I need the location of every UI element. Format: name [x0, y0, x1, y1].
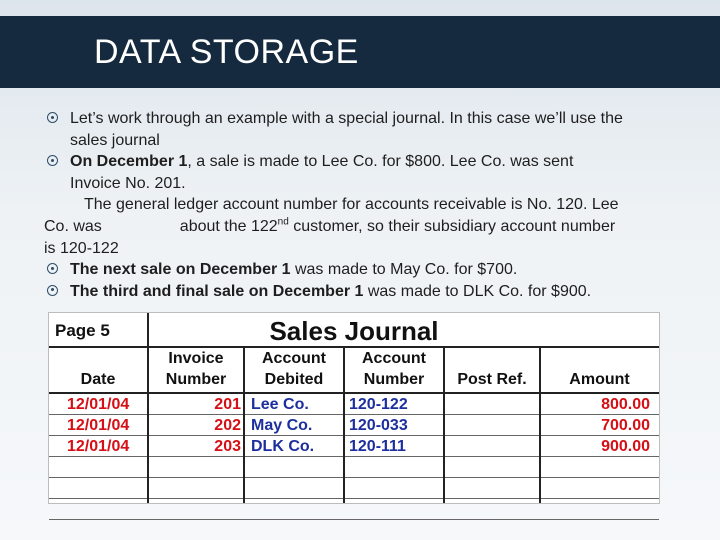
header-amount-label: Amount [569, 371, 630, 388]
cell-date: 12/01/04 [67, 396, 130, 413]
col-divider [343, 348, 345, 503]
cell-post-ref [445, 478, 539, 499]
cell-invoice [149, 457, 241, 478]
table-row [49, 478, 659, 499]
cell-amount [541, 457, 650, 478]
cell-post-ref [445, 457, 539, 478]
header-invoice-line1: Invoice [168, 350, 224, 367]
col-header-post-ref [445, 348, 541, 392]
paragraph-line3: is 120-122 [44, 239, 119, 257]
col-divider [443, 348, 445, 503]
header-post-ref-label: Post Ref. [457, 371, 527, 388]
bullet-2-rest: , a sale is made to Lee Co. for $800. Lee Co. was sent [187, 153, 574, 171]
cell-date: 12/01/04 [67, 438, 130, 455]
paragraph-line2 [44, 216, 704, 238]
bullet-marker-icon [47, 155, 58, 166]
col-header-date [49, 348, 149, 392]
cell-date [67, 457, 147, 478]
col-header-account-number [345, 348, 445, 392]
bullet-3-rest: was made to May Co. for $700. [290, 261, 518, 279]
cell-post-ref [445, 415, 539, 436]
cell-acct-no: 120-122 [349, 396, 408, 413]
cell-account: May Co. [251, 417, 313, 434]
paragraph-line1: The general ledger account number for accounts receivable is No. 120. Lee [84, 196, 619, 214]
col-header-invoice [149, 348, 245, 392]
table-row [49, 415, 659, 436]
cell-acct-no: 120-111 [349, 438, 406, 455]
cell-invoice: 201 [214, 396, 241, 413]
cell-date [67, 478, 147, 499]
table-row [49, 457, 659, 478]
cell-post-ref [445, 394, 539, 415]
cell-post-ref [445, 499, 539, 520]
cell-acct-no [349, 457, 441, 478]
table-row [49, 436, 659, 457]
header-invoice-line2: Number [165, 371, 227, 388]
bullet-1-text-line2: sales journal [70, 131, 160, 149]
cell-amount [541, 478, 650, 499]
bullet-2-bold: On December 1 [70, 153, 188, 171]
cell-account: DLK Co. [251, 438, 315, 455]
bullet-4-bold: The third and final sale on December 1 [70, 282, 364, 300]
slide-title: DATA STORAGE [94, 33, 359, 71]
header-date-label: Date [80, 371, 116, 388]
paragraph-line2c: customer, so their subsidiary account number [288, 217, 616, 235]
cell-invoice: 202 [214, 417, 241, 434]
bullet-2-line2: Invoice No. 201. [70, 174, 186, 192]
cell-post-ref [445, 436, 539, 457]
cell-acct-no [349, 478, 441, 499]
col-header-account-debited [245, 348, 345, 392]
cell-account [251, 478, 343, 499]
header-account-debited-line2: Debited [264, 371, 324, 388]
cell-amount: 900.00 [601, 438, 650, 455]
cell-acct-no [349, 499, 441, 520]
bullet-marker-icon [47, 112, 58, 123]
cell-amount: 700.00 [601, 417, 650, 434]
journal-title: Sales Journal [269, 316, 439, 346]
bullet-marker-icon [47, 285, 58, 296]
cell-invoice [149, 499, 241, 520]
col-divider [243, 348, 245, 503]
col-divider [147, 348, 149, 503]
cell-acct-no: 120-033 [349, 417, 408, 434]
col-header-amount [541, 348, 658, 392]
bullet-2 [44, 151, 704, 173]
table-row [49, 394, 659, 415]
journal-header-bar [49, 313, 659, 348]
cell-account [251, 457, 343, 478]
slide-body [44, 108, 704, 302]
cell-account [251, 499, 343, 520]
header-account-number-line1: Account [362, 350, 426, 367]
paragraph-line2a: Co. was [44, 217, 102, 235]
bullet-4-rest: was made to DLK Co. for $900. [363, 282, 592, 300]
ordinal-suffix: nd [277, 216, 289, 228]
sales-journal-table [48, 312, 660, 504]
bullet-3 [44, 259, 704, 281]
cell-amount [541, 499, 650, 520]
cell-date: 12/01/04 [67, 417, 130, 434]
bullet-3-bold: The next sale on December 1 [70, 261, 291, 279]
bullet-1-text-line1: Let’s work through an example with a special journal. In this case we’ll use the [70, 110, 623, 127]
table-row [49, 499, 659, 520]
cell-invoice [149, 478, 241, 499]
header-account-number-line2: Number [363, 371, 425, 388]
paragraph-line2b: about the 122 [179, 217, 278, 235]
cell-account: Lee Co. [251, 396, 309, 413]
page-label: Page 5 [55, 321, 110, 340]
bullet-marker-icon [47, 263, 58, 274]
bullet-4 [44, 281, 704, 303]
cell-invoice: 203 [214, 438, 241, 455]
cell-date [67, 499, 147, 520]
cell-amount: 800.00 [601, 396, 650, 413]
header-account-debited-line1: Account [262, 350, 326, 367]
bullet-1 [44, 108, 704, 130]
col-divider [539, 348, 541, 503]
